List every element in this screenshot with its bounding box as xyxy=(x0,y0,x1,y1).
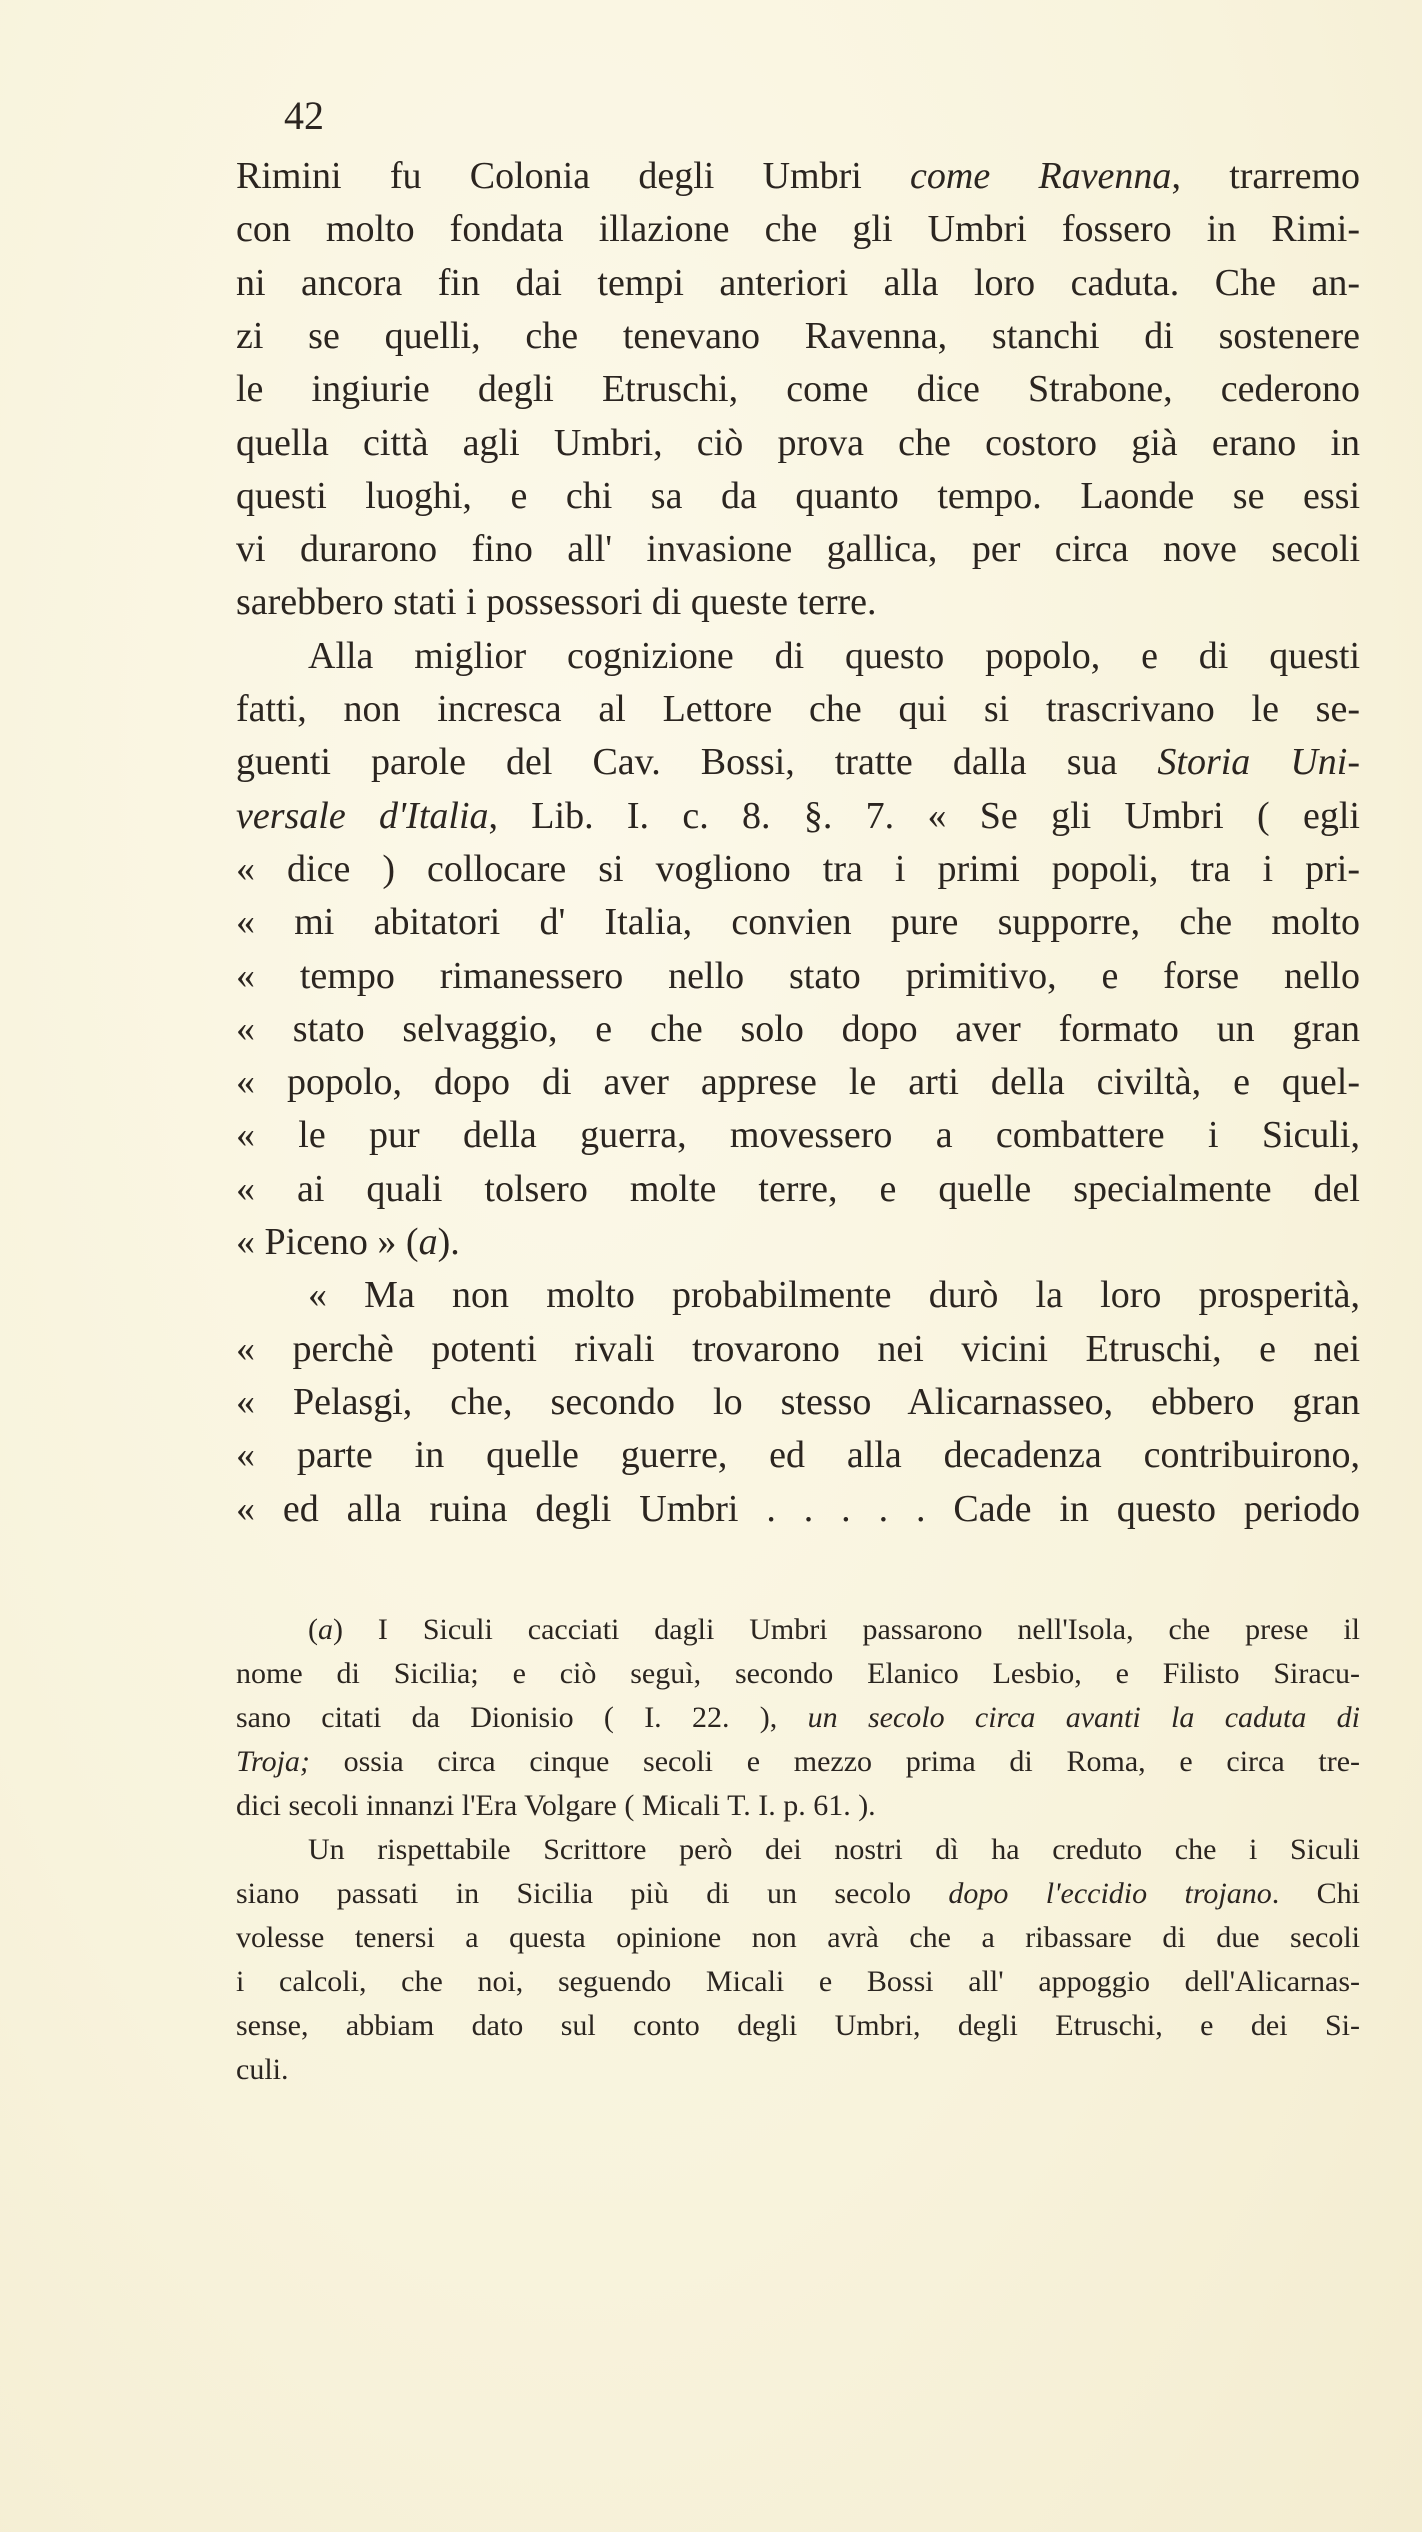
text-segment: ( xyxy=(308,1613,318,1646)
text-segment: culi. xyxy=(236,2053,289,2086)
text-segment: le ingiurie degli Etruschi, come dice Strabone, cederono xyxy=(236,368,1360,411)
text-segment: nome di Sicilia; e ciò seguì, secondo Elanico Lesbio, e Filisto Siracu- xyxy=(236,1657,1360,1690)
body-line xyxy=(236,1163,1360,1216)
text-segment: guenti parole del Cav. Bossi, tratte dalla sua xyxy=(236,741,1158,784)
body-line xyxy=(236,736,1360,789)
text-segment: , Lib. I. c. 8. §. 7. « Se gli Umbri ( egli xyxy=(488,794,1360,837)
text-segment: « Pelasgi, che, secondo lo stesso Alicarnasseo, ebbero gran xyxy=(236,1380,1360,1423)
italic-text: un secolo circa avanti la caduta di xyxy=(807,1701,1360,1734)
body-line xyxy=(236,150,1360,203)
text-segment: . Chi xyxy=(1271,1877,1360,1910)
italic-text: versale d'Italia xyxy=(236,794,489,837)
body-line xyxy=(236,257,1360,310)
text-segment: questi luoghi, e chi sa da quanto tempo. Laonde se essi xyxy=(236,474,1360,517)
text-segment: sano citati da Dionisio ( I. 22. ), xyxy=(236,1701,808,1734)
body-line xyxy=(236,843,1360,896)
text-segment: « le pur della guerra, movessero a combattere i Siculi, xyxy=(236,1114,1360,1157)
italic-text: Storia Uni- xyxy=(1157,741,1360,784)
footnote-line xyxy=(236,1652,1360,1696)
body-line xyxy=(236,1323,1360,1376)
text-segment: volesse tenersi a questa opinione non avrà che a ribassare di due secoli xyxy=(236,1921,1360,1954)
text-segment: ) I Siculi cacciati dagli Umbri passarono nell'Isola, che prese il xyxy=(333,1613,1360,1646)
text-segment: , trarremo xyxy=(1171,155,1361,197)
text-segment: fatti, non incresca al Lettore che qui si trascrivano le se- xyxy=(236,688,1360,730)
footnote-line xyxy=(236,1740,1360,1784)
text-segment: i calcoli, che noi, seguendo Micali e Bossi all' appoggio dell'Alicarnas- xyxy=(236,1965,1360,1998)
text-segment: « Ma non molto probabilmente durò la loro prosperità, xyxy=(308,1274,1360,1317)
body-line xyxy=(236,576,1360,629)
text-segment: Un rispettabile Scrittore però dei nostri dì ha creduto che i Siculi xyxy=(308,1833,1360,1866)
body-line xyxy=(236,310,1360,363)
body-line xyxy=(236,470,1360,523)
text-segment: « stato selvaggio, e che solo dopo aver formato un gran xyxy=(236,1007,1360,1050)
text-segment: « ed alla ruina degli Umbri . . . . . Cade in questo periodo xyxy=(236,1487,1360,1530)
text-segment: zi se quelli, che tenevano Ravenna, stanchi di sostenere xyxy=(236,314,1360,357)
text-segment: ossia circa cinque secoli e mezzo prima di Roma, e circa tre- xyxy=(309,1745,1360,1778)
text-segment: vi durarono fino all' invasione gallica, per circa nove secoli xyxy=(236,528,1360,571)
body-line xyxy=(236,790,1360,843)
text-segment: Rimini fu Colonia degli Umbri xyxy=(236,155,911,197)
text-segment: con molto fondata illazione che gli Umbri fossero in Rimi- xyxy=(236,208,1360,251)
text-segment: sarebbero stati i possessori di queste terre. xyxy=(236,581,877,624)
text-segment: siano passati in Sicilia più di un secolo xyxy=(236,1877,949,1910)
body-line xyxy=(236,1003,1360,1056)
body-line xyxy=(308,1269,1360,1322)
footnote-line xyxy=(236,2048,1360,2092)
footnote-line xyxy=(308,1608,1360,1652)
text-segment: ). xyxy=(437,1221,460,1263)
text-segment: « dice ) collocare si vogliono tra i primi popoli, tra i pri- xyxy=(236,847,1360,890)
italic-text: come Ravenna xyxy=(910,155,1172,197)
text-segment: ni ancora fin dai tempi anteriori alla loro caduta. Che an- xyxy=(236,261,1360,304)
italic-text: a xyxy=(418,1221,438,1263)
body-line xyxy=(236,1056,1360,1109)
text-segment: quella città agli Umbri, ciò prova che costoro già erano in xyxy=(236,421,1360,464)
footnote-line xyxy=(236,1696,1360,1740)
body-line xyxy=(236,363,1360,416)
body-line xyxy=(236,950,1360,1003)
italic-text: Troja; xyxy=(236,1745,310,1778)
text-segment: « Piceno » ( xyxy=(236,1221,419,1263)
page-number: 42 xyxy=(284,93,324,138)
body-line xyxy=(236,417,1360,470)
footnote-line xyxy=(236,2004,1360,2048)
body-line xyxy=(236,203,1360,256)
body-line xyxy=(236,1216,1360,1269)
text-segment: « perchè potenti rivali trovarono nei vicini Etruschi, e nei xyxy=(236,1327,1360,1370)
body-line xyxy=(236,1483,1360,1536)
body-line xyxy=(236,1429,1360,1482)
body-line xyxy=(236,1109,1360,1162)
text-segment: « tempo rimanessero nello stato primitivo, e forse nello xyxy=(236,954,1360,997)
text-segment: « ai quali tolsero molte terre, e quelle specialmente del xyxy=(236,1167,1360,1210)
footnote-line xyxy=(236,1784,1360,1828)
italic-text: a xyxy=(318,1613,333,1646)
text-segment: sense, abbiam dato sul conto degli Umbri, degli Etruschi, e dei Si- xyxy=(236,2009,1360,2042)
footnote-line xyxy=(308,1828,1360,1872)
body-line xyxy=(236,683,1360,736)
footnote-line xyxy=(236,1960,1360,2004)
body-line xyxy=(308,630,1360,683)
footnote-line xyxy=(236,1916,1360,1960)
text-segment: « mi abitatori d' Italia, convien pure supporre, che molto xyxy=(236,901,1360,944)
text-segment: « parte in quelle guerre, ed alla decadenza contribuirono, xyxy=(236,1434,1360,1477)
body-line xyxy=(236,523,1360,576)
italic-text: dopo l'eccidio trojano xyxy=(948,1877,1272,1910)
text-segment: Alla miglior cognizione di questo popolo, e di questi xyxy=(308,634,1360,677)
body-line xyxy=(236,896,1360,949)
text-segment: dici secoli innanzi l'Era Volgare ( Micali T. I. p. 61. ). xyxy=(236,1789,876,1822)
body-line xyxy=(236,1376,1360,1429)
text-segment: « popolo, dopo di aver apprese le arti della civiltà, e quel- xyxy=(236,1061,1360,1104)
footnote-line xyxy=(236,1872,1360,1916)
